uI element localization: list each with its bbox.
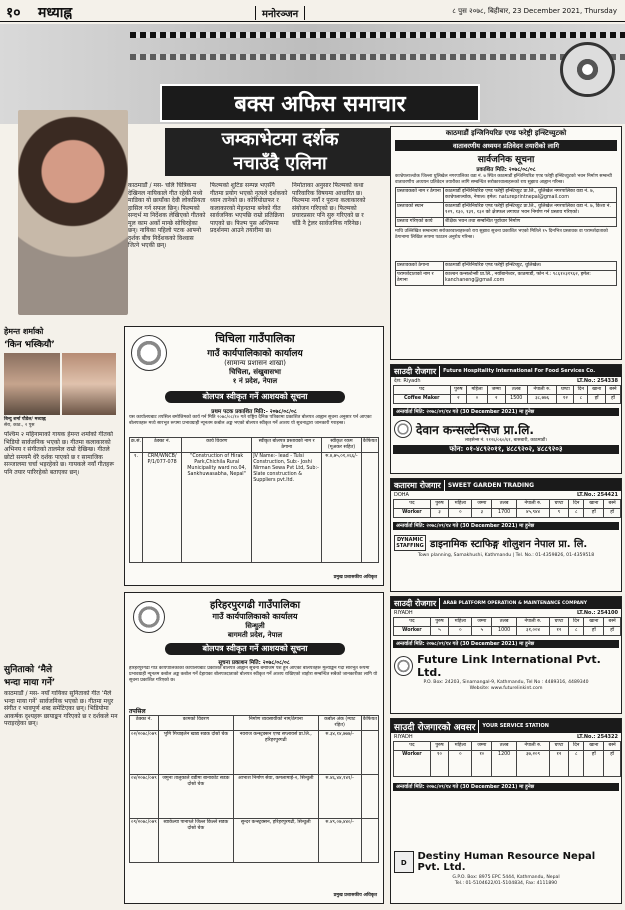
- tender-val-1: काठमाडौं इन्जिनियरिङ एण्ड फरेष्ट्री इन्स्टिच्युट प्रा.लि., धुलिखेल नगरपालिका वडा नं. ७, कित्ता नं. १२९, १३०, १३१, १३२ को क्षेत्रफल लगायत भवन निर्माण गर्न प्रस्ताव गरिएको।: [444, 203, 617, 218]
- banner-title: बक्स अफिस समाचार: [160, 84, 480, 122]
- job4-col-2: महिला: [449, 742, 472, 751]
- job4-col-8: खाना: [584, 742, 604, 751]
- n1-col-4: स्वीकृत रकम (मूअकर सहित): [322, 438, 362, 453]
- notice2-subbar: सूचना प्रकाशन मिति: २०७८/०८/०८: [218, 660, 290, 666]
- job2-col-8: खाना: [584, 500, 604, 509]
- tender-key-0: प्रस्तावकको नाम र ठेगाना: [396, 188, 444, 203]
- job2-company: SWEET GARDEN TRADING: [447, 481, 535, 489]
- job-ad-saudi-1: [390, 364, 622, 474]
- job1-agency-sub: लाइसेन्स नं. ११२६/०६०/६१, बासबारी, काठमाडौं।: [464, 438, 548, 443]
- job3-company: ARAB PLATFORM OPERATION & MAINTENANCE COMPANY: [443, 600, 588, 606]
- side-story-1: [4, 326, 118, 561]
- singer-photo-2: [62, 353, 116, 415]
- notice1-branch: (सामान्य प्रशासन शाखा): [224, 359, 286, 367]
- job2-col-3: जम्मा: [472, 500, 492, 509]
- lead-headline: [165, 128, 395, 176]
- job1-phone: फोन: ०१-४८९२०११, ४८८९२०२, ४८८९२०३: [393, 445, 619, 454]
- n2-r1-c2: आभाश निर्माण सेवा, कमलामाई-२, सिन्धुली: [233, 775, 318, 819]
- job4-v6: ८: [569, 751, 584, 777]
- job2-col-4: तलब: [492, 500, 517, 509]
- notice1-subbar: प्रथम पटक प्रकाशित मिति:- २०७८/०८/०८: [211, 409, 297, 415]
- notice-hariharpurgadhi: [124, 592, 384, 904]
- job3-country: RIYADH: [394, 610, 413, 616]
- job1-agency: देवान कन्सल्टेन्सिज प्रा.लि.: [416, 422, 534, 437]
- table-row: [396, 218, 617, 227]
- tender-org: काठमाडौं इन्जिनियरिङ एण्ड फरेष्ट्री इन्स्टिच्युटको: [445, 129, 567, 137]
- page-header: [0, 0, 625, 22]
- table-row: [130, 775, 379, 819]
- notice1-body: यस कार्यालयबाट तपसिल बमोजिमको कार्य गर्न मिति २०७८/०८/१० गते राष्ट्रिय दैनिक पत्रिकामा प्रकाशित बोलपत्र आह्वान सूचना अनुसार पर्न आएका बोलपत्रहरू मध्ये सारभूत रूपमा प्रभावग्राही न्यूनतम कबोल अङ्क भएको बोलपत्र स्वीकृत गर्ने आशय यो सूचनाद्वारा जानकारी गराइन्छ।: [129, 415, 372, 426]
- job1-position: Coffee Maker: [394, 395, 451, 404]
- job4-v1: ०: [449, 751, 472, 777]
- table-row: [130, 819, 379, 863]
- notice1-bar: बोलपत्र स्वीकृत गर्ने आशयको सूचना: [165, 391, 345, 403]
- notice2-sub: गाउँ कार्यपालिकाको कार्यालय: [212, 612, 298, 621]
- notice2-bar: बोलपत्र स्वीकृत गर्ने आशयको सूचना: [165, 643, 345, 655]
- job4-interview: अन्तर्वार्ता मिति: २०७८/०९/१४ गते (30 December 2021) मा हुनेछ: [393, 783, 619, 791]
- n2-r1-c1: जमुना तालुकाले वडीमा बानाकोट सडक दोस्रो चेक: [158, 775, 233, 819]
- side-story-1-body: पश्चिम २ महिनामाको गायक हेमन्त शर्माको गीतको भिडियो सार्वजनिक भएको छ। गीतमा कलाकारको अभिनय र संगीतको तालमेल राम्रो देखिन्छ। गीतले छोटो समयमै धेरै दर्शक पाएको छ र सामाजिक सञ्जालमा चर्चा भइरहेको छ। गायकले नयाँ गीतहरू पनि तयार पारिरहेको बताएका छन्।: [4, 431, 114, 476]
- job3-v0: ५: [430, 627, 449, 636]
- job2-v8: हाँ: [584, 509, 604, 518]
- film-strip-mid: [130, 54, 625, 60]
- job3-v4: ३१,००४: [517, 627, 550, 636]
- job1-lt: LT.No.: 254338: [576, 378, 618, 384]
- job4-v3: 1200: [492, 751, 517, 777]
- job4-company: YOUR SERVICE STATION: [482, 723, 549, 729]
- job4-v9: हाँ: [604, 751, 621, 777]
- job4-col-7: दिन: [569, 742, 584, 751]
- job2-col-1: पुरुष: [430, 500, 449, 509]
- dhr-logo-icon: D: [394, 851, 414, 873]
- n1-col-1: ठेक्का नं.: [142, 438, 181, 453]
- tender-key-3: प्रस्तावकको ठेगाना: [396, 262, 444, 271]
- n2-r0-c2: नवराज कन्स्ट्रक्सन एण्ड सप्लायर्स प्रा.लि., हरिहरपुरगढी: [233, 731, 318, 775]
- job2-v3: 1700: [492, 509, 517, 518]
- n2-r0-c1: भुमि मिचाइलेन खाद्य सडक दोस्रो चेक: [158, 731, 233, 775]
- job3-v2: ५: [472, 627, 492, 636]
- job4-col-6: घण्टा: [549, 742, 568, 751]
- job1-v0: २: [450, 395, 467, 404]
- side-story-2: [4, 662, 118, 880]
- notice2-sign: प्रमुख प्रशासकीय अधिकृत: [333, 893, 377, 898]
- n1-cell-4: रु.४,७५,०१,०६६/-: [322, 453, 362, 563]
- notice1-table: [129, 437, 379, 563]
- n1-cell-2: "Construction of Hirak Park,Chichila Rural Municipality ward no.04, Sankhuwasabha, Nepal": [182, 453, 252, 563]
- singer-photo: [4, 353, 60, 415]
- job4-col-9: बस्ने: [604, 742, 621, 751]
- notice1-place: चिचिला, संखुवासभा: [229, 368, 281, 376]
- job1-col-3: जम्मा: [487, 386, 505, 395]
- n2-r2-c2: सुन्दर कन्स्ट्रक्सन, हरिहरपुरगढी, सिन्धुली: [233, 819, 318, 863]
- notice2-body: हरिहरपुरगढी गाउँ कार्यपालिकाको कार्यालयबाट प्रकाशित बोलपत्र आह्वान सूचना बमोजिम पेश हुन आएका बोलपत्रहरू मूल्याङ्कन गर्दा सारभूत रूपमा प्रभावग्राही न्यूनतम कबोल अङ्क कबोल गर्ने देहायका बोलपत्रदाताको बोलपत्र स्वीकृत गर्ने आशय राखिएको व्यहोरा सम्बन्धित सबैको जानकारीका लागि यो सूचना प्रकाशित गरिएको छ।: [129, 666, 378, 683]
- side-story-2-body: काठमाडौं / मस- नयाँ गायिका सुनिताको गीत ‘मैले भन्दा माया गर्ने’ सार्वजनिक भएको छ। गीतमा मधुर संगीत र भावपूर्ण शब्द समेटिएका छन्। भिडियोमा आकर्षक दृश्यहरू छायाङ्कन गरिएको छ र दर्शकले मन पराइरहेका छन्।: [4, 690, 118, 727]
- n2-r0-c4: [361, 731, 378, 775]
- table-row: [394, 509, 621, 518]
- n1-cell-0: १.: [130, 453, 143, 563]
- film-strip-top: [130, 32, 625, 38]
- eia-public-notice: [390, 126, 622, 360]
- job-ad-qatar: [390, 478, 622, 592]
- lead-column-1: काठमाडौं / मस- चलि चित्रिकमा देखिनल नायिकाले गीत रहेकी मध्ये माडिका यो छायाँका देवी लोकप्रियता हासिल गर्न सफल छिन्। फिल्मको सन्दर्भ मा निर्देशक लेखिएको गीतको मूल काम अर्को मान्छे सोचिरहेका छन्। नायिका पहिलो पटक आफ्नो दर्शक बीच निर्देशकको विश्वास जित्ने भएकी छन्।: [128, 182, 206, 249]
- n1-col-5: कैफियत: [361, 438, 378, 453]
- job1-v5: १२: [557, 395, 574, 404]
- tender-date: प्रकाशित मिति: २०७८/०८/०८: [476, 167, 536, 173]
- job1-col-8: खाना: [588, 386, 606, 395]
- side-story-2-title-1: सुनिताको ‘मैले: [4, 665, 53, 675]
- job2-v1: ०: [449, 509, 472, 518]
- job4-col-0: पद: [394, 742, 431, 751]
- job3-col-2: महिला: [449, 618, 472, 627]
- job-ad-saudi-2: [390, 596, 622, 714]
- job1-v4: ३८,७७६: [527, 395, 556, 404]
- job2-col-2: महिला: [449, 500, 472, 509]
- lead-headline-line2: नचाउँदै एलिना: [233, 153, 327, 174]
- job2-country: DOHA: [394, 492, 409, 498]
- n1-col-2: कार्य विवरण: [182, 438, 252, 453]
- job2-col-6: घण्टा: [549, 500, 568, 509]
- table-row: [396, 188, 617, 203]
- job4-position: Worker: [394, 751, 431, 777]
- n2-r2-c1: ब्याकेल्या पानाथ्ले जिल्ल किल्ले सडक दोस्रो चेक: [158, 819, 233, 863]
- tender-key-4: परामर्शदाताको नाम र ठेगाना: [396, 271, 444, 286]
- tender-key-2: प्रस्ताव गरिएको कार्य: [396, 218, 444, 227]
- dynamic-staffing-logo: DYNAMIC STAFFING: [394, 535, 426, 551]
- job3-col-0: पद: [394, 618, 431, 627]
- tender-key-1: प्रस्तावको स्थान: [396, 203, 444, 218]
- table-row: [394, 627, 621, 636]
- job4-col-3: जम्मा: [472, 742, 492, 751]
- job1-title: साउदी रोजगार: [391, 366, 440, 377]
- job3-col-3: जम्मा: [472, 618, 492, 627]
- job2-title: कतारमा रोजगार: [391, 480, 445, 491]
- n2-r1-c3: रु.४६,४४,१४१/-: [318, 775, 361, 819]
- job3-v3: 1000: [492, 627, 517, 636]
- table-row: [130, 731, 379, 775]
- job4-col-4: तलब: [492, 742, 517, 751]
- job1-v1: ०: [467, 395, 488, 404]
- job4-phone: Tel.: 01-5104622/01-5104834, Fax: 4111890: [454, 881, 558, 886]
- notice-chichila: [124, 326, 384, 586]
- job1-col-9: बस्ने: [605, 386, 620, 395]
- section-name: मनोरञ्जन: [255, 6, 305, 20]
- job3-col-5: नेपाली रु.: [517, 618, 550, 627]
- n2-r1-c0: ०४/२०७८/०७९: [130, 775, 159, 819]
- job2-lt: LT.No.: 254421: [576, 492, 618, 498]
- job2-agency-sub: Town planning, Samakhushi, Kathmandu | Tel. No.: 01-4359826, 01-4359518: [417, 553, 595, 558]
- job3-interview: अन्तर्वार्ता मिति: २०७८/०९/१४ गते (30 December 2021) मा हुनेछ: [393, 640, 619, 648]
- side-story-2-title-2: भन्दा माया गर्ने’: [4, 678, 56, 688]
- job4-v2: १०: [472, 751, 492, 777]
- job3-v6: ८: [569, 627, 584, 636]
- job2-v4: ४५,९४४: [517, 509, 550, 518]
- notice1-sign: प्रमुख प्रशासकीय अधिकृत: [333, 575, 377, 580]
- job2-v9: हाँ: [604, 509, 621, 518]
- n2-r1-c4: [361, 775, 378, 819]
- newspaper-name: मध्याह्न: [38, 5, 73, 21]
- n1-cell-3: JV Name:- lead - Tulsi Construction, Sub:- Joshi Nirman Sewa Pvt Ltd, Sub:- Slate construction & Suppliers pvt.ltd.: [252, 453, 322, 563]
- side-story-1-byline: बिन्दु शर्मा पौडेल/ मध्याह्न: [4, 417, 46, 422]
- government-logo-icon: [131, 335, 167, 371]
- future-link-logo-icon: [394, 656, 413, 676]
- job4-title: साउदी रोजगारको अवसर: [391, 720, 479, 733]
- n2-col-4: कैफियत: [361, 716, 378, 731]
- notice2-tapsil: तपसिल: [129, 708, 146, 715]
- notice1-province: १ नं प्रदेश, नेपाल: [232, 377, 278, 385]
- n2-col-1: कामको विवरण: [158, 716, 233, 731]
- table-row: [394, 395, 621, 404]
- job1-country: देश: Riyadh: [394, 378, 421, 384]
- lead-column-3: निर्माताका अनुसार फिल्मको कथा पारिवारिक विषयमा आधारित छ। फिल्ममा नयाँ र पुराना कलाकारको संयोजन गरिएको छ। फिल्मको प्रचारप्रसार पनि सुरु गरिएको छ र चाँडै नै ट्रेलर सार्वजनिक गरिनेछ।: [292, 182, 366, 227]
- side-story-1-place: सेरा, काठ., २ पुस: [4, 423, 35, 428]
- agency-logo-icon: [394, 420, 412, 438]
- tender-val-2: शैक्षिक भवन तथा सम्बन्धित पूर्वाधार निर्माण: [444, 218, 617, 227]
- job1-v8: हाँ: [588, 395, 606, 404]
- job4-col-5: नेपाली रु.: [517, 742, 550, 751]
- job1-company: Future Hospitality International For Food Services Co.: [443, 368, 596, 374]
- job3-v1: ०: [449, 627, 472, 636]
- job3-col-6: घण्टा: [549, 618, 568, 627]
- job2-v0: ३: [430, 509, 449, 518]
- job3-position: Worker: [394, 627, 431, 636]
- government-logo-icon-2: [133, 601, 165, 633]
- job3-title: साउदी रोजगार: [391, 598, 440, 609]
- job2-interview: अन्तर्वार्ता मिति: २०७८/०९/१४ गते (30 December 2021) मा हुनेछ: [393, 522, 619, 530]
- job1-interview: अन्तर्वार्ता मिति: २०७८/०९/१४ गते (30 December 2021) मा हुनेछ: [393, 408, 619, 416]
- job4-agency: Destiny Human Resource Nepal Pvt. Ltd.: [417, 851, 596, 873]
- actress-photo: [18, 110, 128, 315]
- job1-v2: २: [487, 395, 505, 404]
- job1-v3: 1500: [505, 395, 527, 404]
- job1-col-4: तलब: [505, 386, 527, 395]
- tender-val-4: काञ्चन कन्सल्टेन्सी प्रा.लि., नयाँबानेश्वर, काठमाडौं, फोन नं.: ९८६१०३१९६२, इमेल: kanchaneng@gmail.com: [444, 271, 617, 286]
- job2-col-0: पद: [394, 500, 431, 509]
- tender-note: माथि उल्लिखित सम्बन्धमा सरोकारवालाहरूको राय सुझाव सूचना प्रकाशित भएको मितिले १५ दिनभित्र प्रस्तावक वा परामर्शदाताको ठेगानामा लिखित रूपमा पठाउन अनुरोध गरिन्छ।: [395, 229, 608, 240]
- job3-col-4: तलब: [492, 618, 517, 627]
- job1-v9: हाँ: [605, 395, 620, 404]
- table-row: [396, 271, 617, 286]
- n2-col-3: कबोल अंक (म्याट रहित): [318, 716, 361, 731]
- job3-col-9: बस्ने: [604, 618, 621, 627]
- n1-cell-1: CRM/WNCB/ P/1/077-078: [142, 453, 181, 563]
- job3-agency-sub: P.O. Box: 24203, Sinamangal-9, Kathmandu, Tel No : 4489316, 4489340: [423, 680, 589, 685]
- job4-v5: १२: [549, 751, 568, 777]
- notice2-table: [129, 715, 379, 863]
- job2-agency: डाइनामिक स्टाफिङ्ग शोलुशन नेपाल प्रा. लि.: [430, 539, 588, 550]
- job3-web[interactable]: Website: www.futurelinkint.com: [469, 686, 543, 691]
- lead-column-2: फिल्मको शुटिङ सम्पन्न भएसँगै गीतमा प्रयोग भएको नृत्यले दर्शकको ध्यान तानेको छ। कोरियोग्राफर र कलाकारको मेहनतमा बनेको गीत सार्वजनिक भएपछि राम्रो प्रतिक्रिया पाएको छ। फिल्म पुस अन्तिममा प्रदर्शनमा आउने तयारीमा छ।: [210, 182, 288, 234]
- job3-lt: LT.No.: 254100: [576, 610, 618, 616]
- table-row: [394, 751, 621, 777]
- job1-v6: ८: [574, 395, 588, 404]
- n2-r2-c4: [361, 819, 378, 863]
- table-row: [396, 203, 617, 218]
- n1-col-0: क्र.सं.: [130, 438, 143, 453]
- job1-col-0: पद: [394, 386, 451, 395]
- job3-col-8: खाना: [584, 618, 604, 627]
- page-number: १०: [6, 5, 21, 21]
- tender-bar1: वातावरणीय अध्ययन प्रतिवेदन तयारीको लागि: [395, 140, 617, 151]
- job1-col-6: घण्टा: [557, 386, 574, 395]
- n2-col-2: निर्माण व्यवसायीको नाम/ठेगाना: [233, 716, 318, 731]
- n1-col-3: स्वीकृत बोलपत्र प्रस्तावको नाम र ठेगाना: [252, 438, 322, 453]
- job4-v8: हाँ: [584, 751, 604, 777]
- n2-col-0: ठेक्का नं.: [130, 716, 159, 731]
- lead-headline-line1: जम्काभेटमा दर्शक: [221, 129, 339, 150]
- table-row: [396, 262, 617, 271]
- notice2-place: सिन्धुली: [245, 622, 265, 630]
- notice1-office: चिचिला गाउँपालिका: [215, 332, 295, 345]
- job4-v4: ३७,२०९: [517, 751, 550, 777]
- job2-v2: ३: [472, 509, 492, 518]
- job1-col-1: पुरुष: [450, 386, 467, 395]
- job-ad-saudi-3: [390, 718, 622, 904]
- job3-col-1: पुरुष: [430, 618, 449, 627]
- job4-col-1: पुरुष: [430, 742, 449, 751]
- job4-agency-sub: G.P.O. Box: 8975 EPC 5444, Kathmandu, Nepal: [452, 875, 560, 880]
- job2-v5: ९: [549, 509, 568, 518]
- side-story-1-title-1: हेमन्त शर्माको: [4, 327, 44, 336]
- job1-col-5: नेपाली रु.: [527, 386, 556, 395]
- job2-position: Worker: [394, 509, 431, 518]
- film-reel-icon: [560, 42, 615, 97]
- job2-col-9: बस्ने: [604, 500, 621, 509]
- tender-intro: काभ्रेपलाञ्चोक जिल्ला धुलिखेल नगरपालिका वडा नं. ७ स्थित काठमाडौं इन्जिनियरिङ एण्ड फरेष्ट्री इन्स्टिच्युटको भवन निर्माण सम्बन्धी वातावरणीय अध्ययन प्रतिवेदन तयारीका लागि सम्बन्धित सरोकारवालाहरूको राय सुझाव आह्वान गरिन्छ।: [395, 174, 612, 185]
- job4-lt: LT.No.: 254322: [576, 734, 618, 740]
- n1-cell-5: [361, 453, 378, 563]
- n2-r2-c0: ०९/२०७८/०७९: [130, 819, 159, 863]
- job2-v6: ८: [569, 509, 584, 518]
- job3-v9: हाँ: [604, 627, 621, 636]
- job3-v5: १२: [549, 627, 568, 636]
- notice1-sub: गाउँ कार्यपालिकाको कार्यालय: [207, 349, 303, 359]
- n2-r2-c3: रु.४९,०७,४४०/-: [318, 819, 361, 863]
- tender-val-0: काठमाडौं इन्जिनियरिङ एण्ड फरेष्ट्री इन्स्टिच्युट प्रा.लि., धुलिखेल नगरपालिका वडा नं. ७, काभ्रेपलाञ्चोक, नेपाल। इमेल: natureprintnepal@gmail.com: [444, 188, 617, 203]
- job2-col-7: दिन: [569, 500, 584, 509]
- job1-col-2: महिला: [467, 386, 488, 395]
- notice2-province: बागमती प्रदेश, नेपाल: [227, 631, 283, 639]
- job1-col-7: दिन: [574, 386, 588, 395]
- n2-r0-c0: ०२/२०७८/०७९: [130, 731, 159, 775]
- job3-v8: हाँ: [584, 627, 604, 636]
- job2-col-5: नेपाली रु.: [517, 500, 550, 509]
- job3-agency: Future Link International Pvt. Ltd.: [417, 653, 601, 679]
- job4-v0: १०: [430, 751, 449, 777]
- tender-val-3: काठमाडौं इन्जिनियरिङ एण्ड फरेष्ट्री इन्स्टिच्युट, धुलिखेल।: [444, 262, 617, 271]
- issue-date: ८ पुस २०७८, बिहीबार, 23 December 2021, Thursday: [452, 7, 617, 15]
- tender-bar2: सार्वजनिक सूचना: [477, 155, 535, 165]
- n2-r0-c3: रु.३४,१४,७७७/-: [318, 731, 361, 775]
- job3-col-7: दिन: [569, 618, 584, 627]
- job4-country: RIYADH: [394, 734, 413, 740]
- notice2-office: हरिहरपुरगढी गाउँपालिका: [209, 600, 301, 611]
- side-story-1-title-2: ‘किन भस्कियौ’: [4, 340, 55, 350]
